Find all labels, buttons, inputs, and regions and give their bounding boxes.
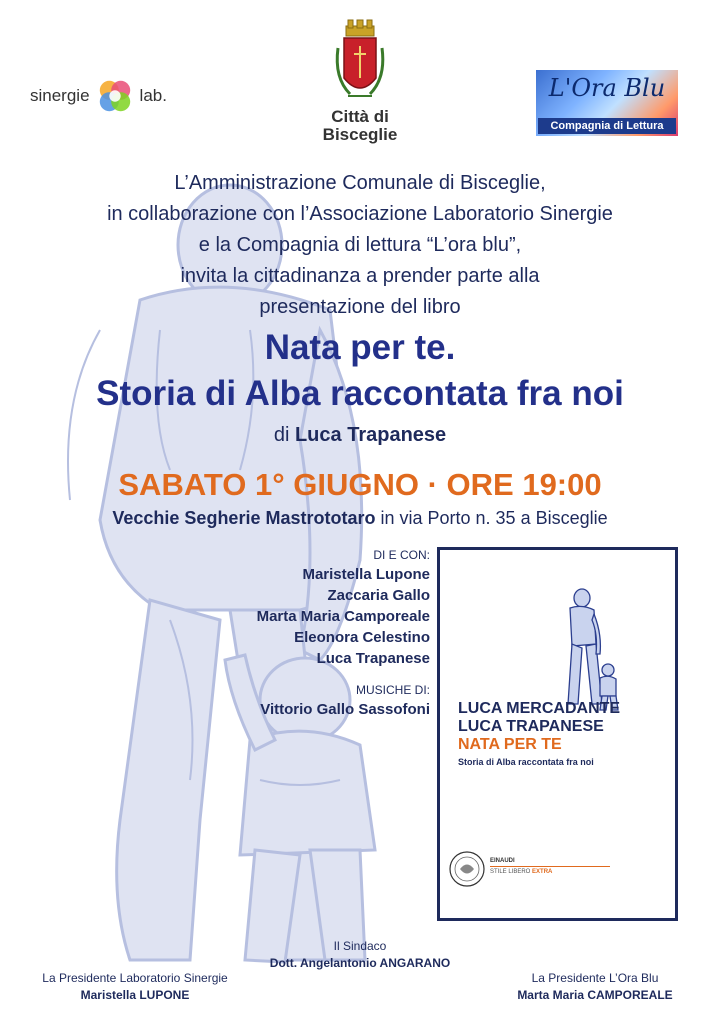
book-cover-title: NATA PER TE xyxy=(458,736,562,753)
ora-blu-president-name: Marta Maria CAMPOREALE xyxy=(517,988,673,1002)
credits-name: Eleonora Celestino xyxy=(294,629,430,646)
book-cover-subtitle: Storia di Alba raccontata fra noi xyxy=(458,757,594,767)
ora-blu-title: L'Ora Blu xyxy=(548,74,666,102)
author-name: Luca Trapanese xyxy=(294,424,447,446)
city-name xyxy=(300,108,420,144)
mayor-name: Dott. Angelantonio ANGARANO xyxy=(269,956,451,970)
mayor-role: Il Sindaco xyxy=(333,939,387,953)
signature-mayor xyxy=(250,938,470,972)
credits-name: Zaccaria Gallo xyxy=(327,587,430,604)
sinergie-word: sinergie xyxy=(30,86,90,105)
credits-name: Marta Maria Camporeale xyxy=(256,608,430,625)
credits-music-name: Vittorio Gallo Sassofoni xyxy=(260,701,430,718)
credits-name: Maristella Lupone xyxy=(302,566,430,583)
ora-blu-logo xyxy=(536,70,678,136)
author-prefix: di xyxy=(273,424,290,446)
publisher-seal-icon xyxy=(448,850,486,888)
sinergie-lab-logo xyxy=(30,74,167,118)
ora-blu-subtitle: Compagnia di Lettura xyxy=(538,118,676,134)
intro-line: presentazione del libro xyxy=(259,296,461,318)
credits-name: Luca Trapanese xyxy=(316,650,430,667)
intro-line: invita la cittadinanza a prender parte alla xyxy=(180,265,540,287)
event-venue xyxy=(0,508,720,529)
signature-ora-blu xyxy=(480,970,710,1004)
venue-address: in via Porto n. 35 a Bisceglie xyxy=(380,508,608,528)
city-crest-icon xyxy=(330,18,390,110)
book-cover-illustration xyxy=(540,584,640,714)
series-prefix: STILE LIBERO xyxy=(490,869,531,875)
book-cover xyxy=(437,547,678,921)
credits-with-label: DI E CON: xyxy=(373,548,430,562)
event-date-time: SABATO 1° GIUGNO · ORE 19:00 xyxy=(118,467,602,502)
book-author1: LUCA MERCADANTE xyxy=(458,700,621,717)
intro-line: e la Compagnia di lettura “L’ora blu”, xyxy=(198,234,522,256)
city-name-line2: Bisceglie xyxy=(322,125,398,144)
sinergie-president-name: Maristella LUPONE xyxy=(80,988,190,1002)
intro-line: L’Amministrazione Comunale di Bisceglie, xyxy=(174,172,546,194)
credits-block xyxy=(200,546,430,720)
sinergie-flower-icon xyxy=(96,77,134,115)
sinergie-president-role: La Presidente Laboratorio Sinergie xyxy=(42,971,228,985)
publisher-series xyxy=(490,869,552,875)
author-line xyxy=(0,424,720,447)
credits-music-label: MUSICHE DI: xyxy=(355,683,430,697)
series-suffix: EXTRA xyxy=(532,869,553,875)
signature-sinergie xyxy=(20,970,250,1004)
lab-word: lab. xyxy=(139,86,167,105)
book-title-line2: Storia di Alba raccontata fra noi xyxy=(96,374,624,413)
book-author2: LUCA TRAPANESE xyxy=(458,718,604,735)
venue-name: Vecchie Segherie Mastrototaro xyxy=(112,508,376,528)
intro-paragraph xyxy=(0,168,720,323)
city-name-line1: Città di xyxy=(331,107,389,126)
publisher-name: EINAUDI xyxy=(490,858,515,864)
book-title-line1: Nata per te. xyxy=(264,328,456,367)
ora-blu-president-role: La Presidente L’Ora Blu xyxy=(531,971,659,985)
intro-line: in collaborazione con l’Associazione Laboratorio Sinergie xyxy=(107,203,613,225)
